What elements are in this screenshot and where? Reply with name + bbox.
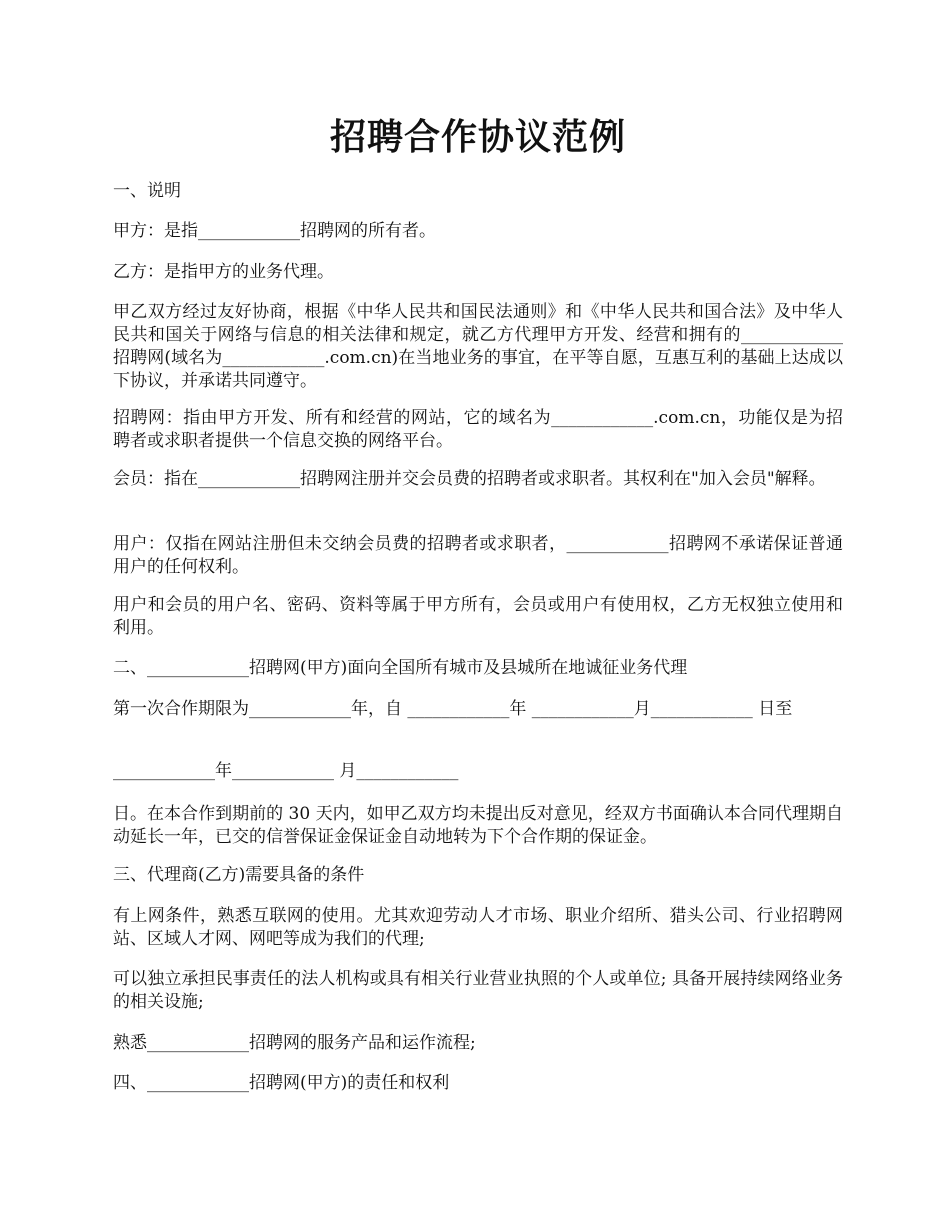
section-heading-4: 四、____________招聘网(甲方)的责任和权利 <box>113 1073 450 1093</box>
section-heading-1: 一、说明 <box>113 181 181 201</box>
paragraph-term-end: ____________年____________ 月____________ <box>113 761 459 781</box>
paragraph-party-b: 乙方：是指甲方的业务代理。 <box>113 262 334 282</box>
paragraph-member: 会员：指在____________招聘网注册并交会员费的招聘者或求职者。其权利在"加入会员"解释。 <box>113 469 826 489</box>
paragraph-condition-familiarity: 熟悉____________招聘网的服务产品和运作流程; <box>113 1033 476 1053</box>
paragraph-condition-internet: 有上网条件，熟悉互联网的使用。尤其欢迎劳动人才市场、职业介绍所、猎头公司、行业招聘网站、区域人才网、网吧等成为我们的代理; <box>113 906 843 949</box>
paragraph-account-ownership: 用户和会员的用户名、密码、资料等属于甲方所有，会员或用户有使用权，乙方无权独立使用和利用。 <box>113 595 843 638</box>
paragraph-user: 用户：仅指在网站注册但未交纳会员费的招聘者或求职者，____________招聘网不承诺保证普通用户的任何权利。 <box>113 534 843 577</box>
paragraph-party-a: 甲方：是指____________招聘网的所有者。 <box>113 221 436 241</box>
paragraph-condition-legal-entity: 可以独立承担民事责任的法人机构或具有相关行业营业执照的个人或单位; 具备开展持续网络业务的相关设施; <box>113 969 843 1012</box>
paragraph-agreement-basis: 甲乙双方经过友好协商，根据《中华人民共和国民法通则》和《中华人民共和国合法》及中华人民共和国关于网络与信息的相关法律和规定，就乙方代理甲方开发、经营和拥有的____________招聘网(域名为____________.com.cn)在当地业务的事宜，在平等自愿，互惠互利的基础上达成以下协议，并承诺共同遵守。 <box>113 302 843 391</box>
paragraph-term-start: 第一次合作期限为____________年，自 ____________年 ____________月____________ 日至 <box>113 699 793 719</box>
section-heading-3: 三、代理商(乙方)需要具备的条件 <box>113 865 365 885</box>
document-title: 招聘合作协议范例 <box>329 116 626 158</box>
paragraph-recruitment-site: 招聘网：指由甲方开发、所有和经营的网站，它的域名为____________.com.cn，功能仅是为招聘者或求职者提供一个信息交换的网络平台。 <box>113 408 843 451</box>
section-heading-2: 二、____________招聘网(甲方)面向全国所有城市及县城所在地诚征业务代理 <box>113 658 688 678</box>
paragraph-renewal: 日。在本合作到期前的 30 天内，如甲乙双方均未提出反对意见，经双方书面确认本合同代理期自动延长一年，已交的信誉保证金保证金自动地转为下个合作期的保证金。 <box>113 804 843 847</box>
